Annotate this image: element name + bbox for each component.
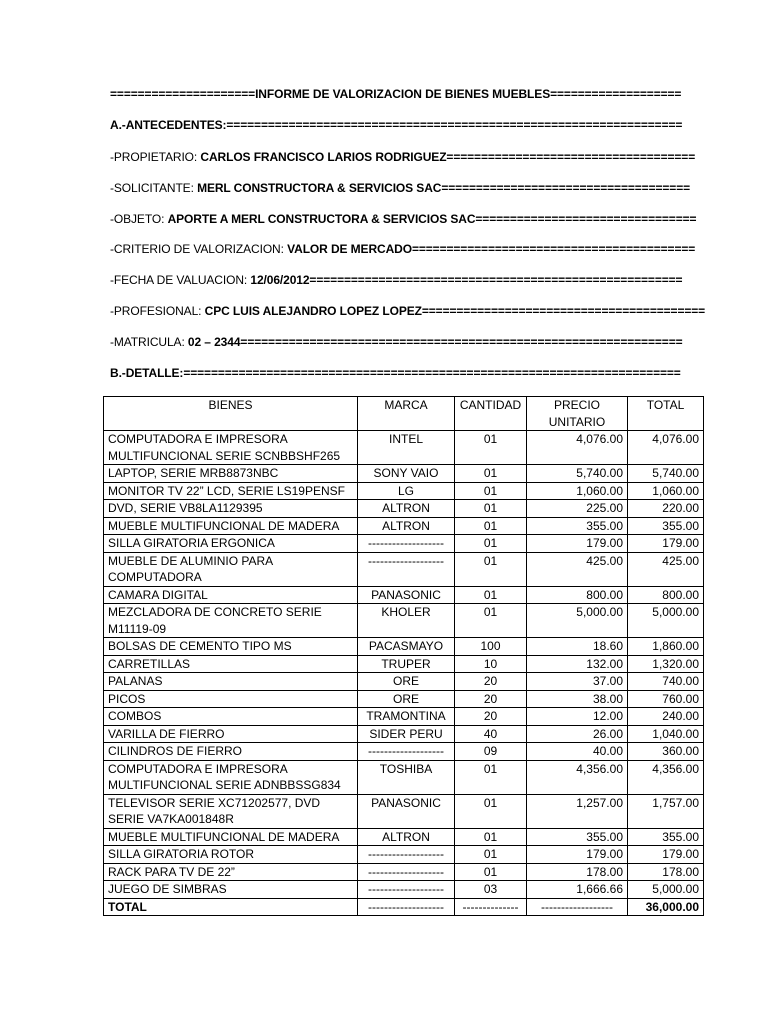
cell-total: 5,000.00 xyxy=(628,604,704,638)
field-matricula: -MATRICULA: 02 – 2344================================================================ xyxy=(110,335,683,349)
cell-cantidad: 01 xyxy=(455,604,527,638)
table-row xyxy=(104,586,704,604)
col-header-marca: MARCA xyxy=(358,397,455,431)
cell-marca: ------------------- xyxy=(358,552,455,586)
cell-precio-unitario: 355.00 xyxy=(527,517,628,535)
table-header-row xyxy=(104,397,704,431)
cell-total: 5,000.00 xyxy=(628,881,704,899)
cell-marca: INTEL xyxy=(358,431,455,465)
cell-cantidad: 01 xyxy=(455,586,527,604)
cell-bien: COMPUTADORA E IMPRESORA MULTIFUNCIONAL SERIE SCNBBSHF265 xyxy=(104,431,358,465)
cell-cantidad: 20 xyxy=(455,673,527,691)
cell-bien: BOLSAS DE CEMENTO TIPO MS xyxy=(104,638,358,656)
cell-marca: ORE xyxy=(358,690,455,708)
cell-cantidad: 10 xyxy=(455,655,527,673)
cell-total: 425.00 xyxy=(628,552,704,586)
cell-cantidad: 20 xyxy=(455,708,527,726)
table-row xyxy=(104,604,704,638)
cell-marca: ------------------- xyxy=(358,535,455,553)
cell-total: 1,860.00 xyxy=(628,638,704,656)
cell-precio-unitario: 5,000.00 xyxy=(527,604,628,638)
cell-cantidad: 01 xyxy=(455,794,527,828)
cell-precio-unitario: 800.00 xyxy=(527,586,628,604)
cell-cantidad: 01 xyxy=(455,517,527,535)
cell-cantidad: 01 xyxy=(455,863,527,881)
cell-marca: SONY VAIO xyxy=(358,465,455,483)
cell-marca: ALTRON xyxy=(358,517,455,535)
cell-marca: SIDER PERU xyxy=(358,725,455,743)
field-propietario: -PROPIETARIO: CARLOS FRANCISCO LARIOS RODRIGUEZ==================================== xyxy=(110,150,696,164)
col-header-bienes: BIENES xyxy=(104,397,358,431)
cell-total: 760.00 xyxy=(628,690,704,708)
table-row xyxy=(104,846,704,864)
table-row xyxy=(104,881,704,899)
cell-total: 800.00 xyxy=(628,586,704,604)
col-header-total: TOTAL xyxy=(628,397,704,431)
cell-bien: CARRETILLAS xyxy=(104,655,358,673)
report-title: =====================INFORME DE VALORIZACION DE BIENES MUEBLES=================== xyxy=(110,87,682,101)
cell-marca: ORE xyxy=(358,673,455,691)
table-row xyxy=(104,673,704,691)
cell-bien: COMPUTADORA E IMPRESORA MULTIFUNCIONAL SERIE ADNBBSSG834 xyxy=(104,760,358,794)
cell-bien: MUEBLE MULTIFUNCIONAL DE MADERA xyxy=(104,828,358,846)
cell-precio-unitario: 1,060.00 xyxy=(527,482,628,500)
cell-cantidad: 01 xyxy=(455,828,527,846)
cell-bien: PALANAS xyxy=(104,673,358,691)
cell-precio-unitario: 225.00 xyxy=(527,500,628,518)
cell-marca: LG xyxy=(358,482,455,500)
cell-marca: TOSHIBA xyxy=(358,760,455,794)
total-precio: ------------------ xyxy=(527,898,628,916)
cell-marca: ------------------- xyxy=(358,846,455,864)
cell-cantidad: 100 xyxy=(455,638,527,656)
cell-bien: TELEVISOR SERIE XC71202577, DVD SERIE VA7KA001848R xyxy=(104,794,358,828)
cell-total: 360.00 xyxy=(628,743,704,761)
section-antecedentes: A.-ANTECEDENTES:================================================================== xyxy=(110,118,683,132)
table-row xyxy=(104,482,704,500)
cell-cantidad: 01 xyxy=(455,482,527,500)
cell-cantidad: 03 xyxy=(455,881,527,899)
cell-total: 179.00 xyxy=(628,535,704,553)
cell-marca: TRUPER xyxy=(358,655,455,673)
cell-total: 1,757.00 xyxy=(628,794,704,828)
cell-precio-unitario: 425.00 xyxy=(527,552,628,586)
cell-total: 179.00 xyxy=(628,846,704,864)
cell-cantidad: 01 xyxy=(455,552,527,586)
cell-bien: SILLA GIRATORIA ERGONICA xyxy=(104,535,358,553)
cell-marca: KHOLER xyxy=(358,604,455,638)
table-row xyxy=(104,863,704,881)
cell-cantidad: 01 xyxy=(455,535,527,553)
cell-cantidad: 40 xyxy=(455,725,527,743)
cell-cantidad: 20 xyxy=(455,690,527,708)
cell-total: 355.00 xyxy=(628,828,704,846)
cell-marca: ALTRON xyxy=(358,500,455,518)
total-value: 36,000.00 xyxy=(628,898,704,916)
table-row xyxy=(104,743,704,761)
cell-bien: LAPTOP, SERIE MRB8873NBC xyxy=(104,465,358,483)
cell-total: 178.00 xyxy=(628,863,704,881)
cell-precio-unitario: 178.00 xyxy=(527,863,628,881)
cell-marca: ------------------- xyxy=(358,863,455,881)
cell-bien: VARILLA DE FIERRO xyxy=(104,725,358,743)
cell-bien: MUEBLE MULTIFUNCIONAL DE MADERA xyxy=(104,517,358,535)
cell-total: 1,060.00 xyxy=(628,482,704,500)
table-body xyxy=(104,431,704,899)
cell-precio-unitario: 12.00 xyxy=(527,708,628,726)
cell-total: 4,356.00 xyxy=(628,760,704,794)
cell-precio-unitario: 132.00 xyxy=(527,655,628,673)
table-row xyxy=(104,760,704,794)
cell-total: 5,740.00 xyxy=(628,465,704,483)
cell-precio-unitario: 355.00 xyxy=(527,828,628,846)
field-solicitante: -SOLICITANTE: MERL CONSTRUCTORA & SERVICIOS SAC==================================== xyxy=(110,181,691,195)
cell-precio-unitario: 5,740.00 xyxy=(527,465,628,483)
cell-precio-unitario: 1,257.00 xyxy=(527,794,628,828)
table-row xyxy=(104,500,704,518)
cell-bien: MUEBLE DE ALUMINIO PARA COMPUTADORA xyxy=(104,552,358,586)
col-header-precio-unitario: PRECIO UNITARIO xyxy=(527,397,628,431)
table-row xyxy=(104,828,704,846)
cell-bien: JUEGO DE SIMBRAS xyxy=(104,881,358,899)
table-row xyxy=(104,638,704,656)
table-row xyxy=(104,708,704,726)
cell-precio-unitario: 1,666.66 xyxy=(527,881,628,899)
cell-cantidad: 01 xyxy=(455,431,527,465)
cell-cantidad: 01 xyxy=(455,846,527,864)
valuation-table xyxy=(103,396,704,916)
cell-bien: SILLA GIRATORIA ROTOR xyxy=(104,846,358,864)
total-cantidad: -------------- xyxy=(455,898,527,916)
cell-bien: DVD, SERIE VB8LA1129395 xyxy=(104,500,358,518)
field-objeto: -OBJETO: APORTE A MERL CONSTRUCTORA & SERVICIOS SAC================================ xyxy=(110,212,697,226)
field-fecha: -FECHA DE VALUACION: 12/06/2012====================================================== xyxy=(110,273,683,287)
cell-marca: PANASONIC xyxy=(358,794,455,828)
cell-total: 1,320.00 xyxy=(628,655,704,673)
cell-marca: ------------------- xyxy=(358,881,455,899)
section-detalle: B.-DETALLE:======================================================================== xyxy=(110,366,681,380)
field-criterio: -CRITERIO DE VALORIZACION: VALOR DE MERCADO========================================= xyxy=(110,242,696,256)
total-marca: ------------------- xyxy=(358,898,455,916)
cell-precio-unitario: 179.00 xyxy=(527,846,628,864)
cell-precio-unitario: 18.60 xyxy=(527,638,628,656)
cell-cantidad: 01 xyxy=(455,465,527,483)
field-profesional: -PROFESIONAL: CPC LUIS ALEJANDRO LOPEZ LOPEZ========================================= xyxy=(110,304,706,318)
cell-bien: CILINDROS DE FIERRO xyxy=(104,743,358,761)
cell-cantidad: 01 xyxy=(455,760,527,794)
table-row xyxy=(104,517,704,535)
cell-precio-unitario: 37.00 xyxy=(527,673,628,691)
table-row xyxy=(104,725,704,743)
cell-total: 240.00 xyxy=(628,708,704,726)
cell-total: 4,076.00 xyxy=(628,431,704,465)
cell-marca: TRAMONTINA xyxy=(358,708,455,726)
cell-precio-unitario: 26.00 xyxy=(527,725,628,743)
cell-precio-unitario: 4,356.00 xyxy=(527,760,628,794)
cell-precio-unitario: 179.00 xyxy=(527,535,628,553)
table-row xyxy=(104,535,704,553)
cell-total: 740.00 xyxy=(628,673,704,691)
cell-bien: RACK PARA TV DE 22” xyxy=(104,863,358,881)
total-row xyxy=(104,898,704,916)
cell-bien: PICOS xyxy=(104,690,358,708)
table-row xyxy=(104,552,704,586)
cell-bien: MEZCLADORA DE CONCRETO SERIE M11119-09 xyxy=(104,604,358,638)
table-row xyxy=(104,794,704,828)
cell-bien: MONITOR TV 22” LCD, SERIE LS19PENSF xyxy=(104,482,358,500)
table-row xyxy=(104,465,704,483)
table-row xyxy=(104,690,704,708)
cell-total: 220.00 xyxy=(628,500,704,518)
cell-marca: ALTRON xyxy=(358,828,455,846)
table-row xyxy=(104,431,704,465)
cell-marca: ------------------- xyxy=(358,743,455,761)
cell-precio-unitario: 4,076.00 xyxy=(527,431,628,465)
cell-bien: COMBOS xyxy=(104,708,358,726)
total-label: TOTAL xyxy=(104,898,358,916)
cell-cantidad: 01 xyxy=(455,500,527,518)
cell-total: 1,040.00 xyxy=(628,725,704,743)
col-header-cantidad: CANTIDAD xyxy=(455,397,527,431)
cell-marca: PACASMAYO xyxy=(358,638,455,656)
cell-marca: PANASONIC xyxy=(358,586,455,604)
cell-bien: CAMARA DIGITAL xyxy=(104,586,358,604)
cell-precio-unitario: 40.00 xyxy=(527,743,628,761)
table-row xyxy=(104,655,704,673)
cell-total: 355.00 xyxy=(628,517,704,535)
cell-cantidad: 09 xyxy=(455,743,527,761)
cell-precio-unitario: 38.00 xyxy=(527,690,628,708)
